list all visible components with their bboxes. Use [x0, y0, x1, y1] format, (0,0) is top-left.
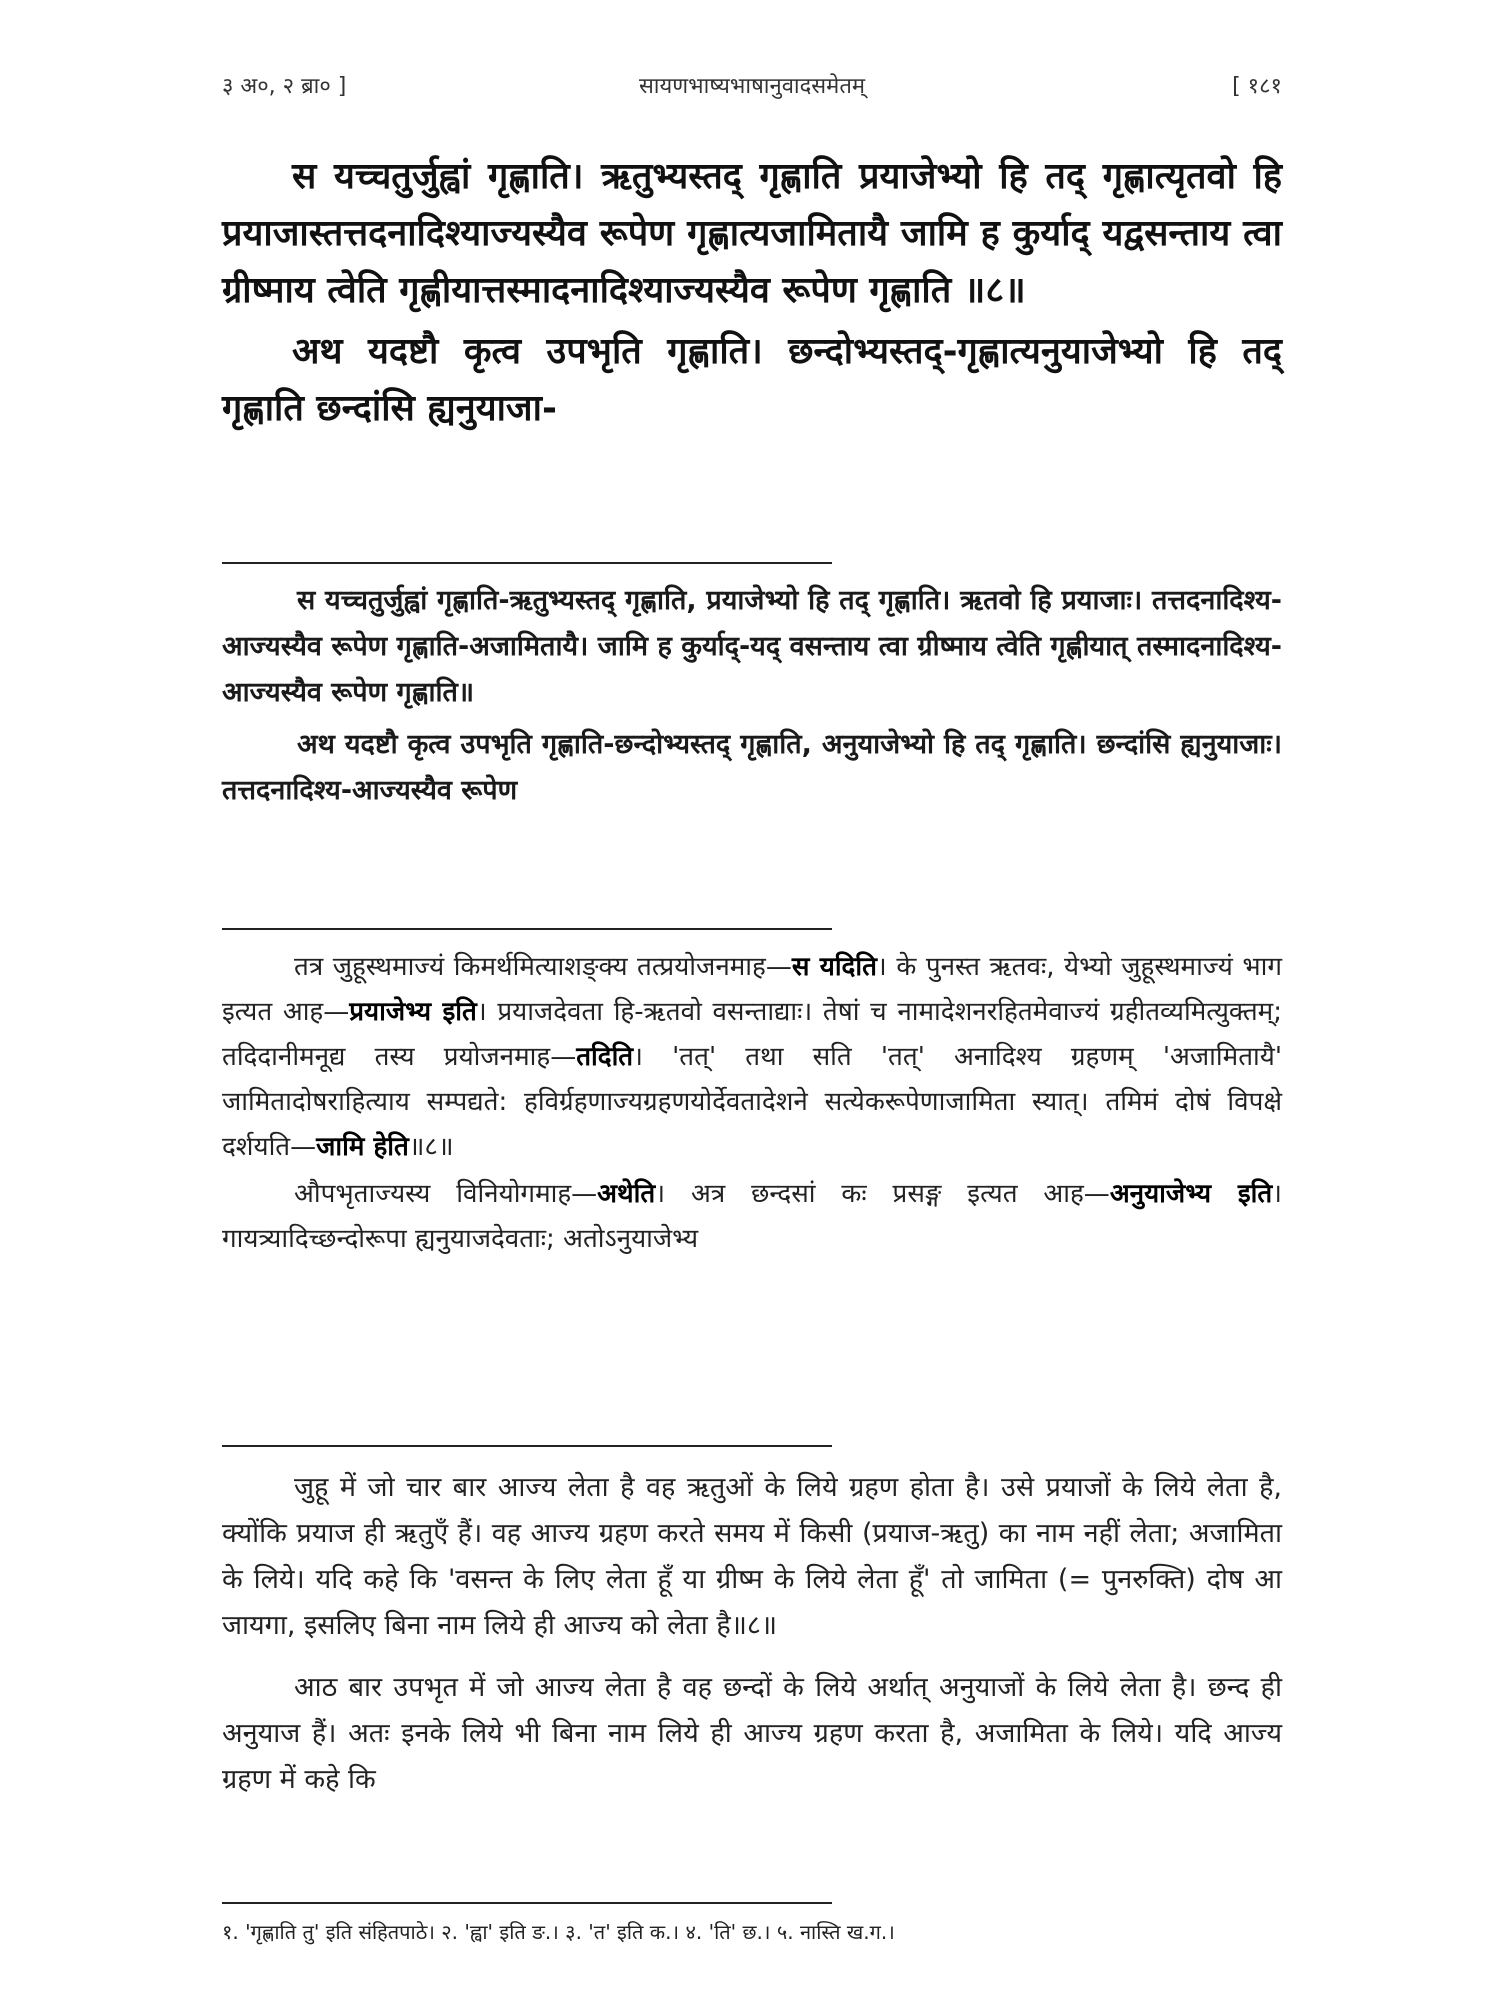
bhashya-keyword: स यदिति	[791, 952, 877, 982]
bhashya-paragraph	[222, 945, 1282, 1170]
section-divider	[222, 1445, 832, 1447]
translation-paragraph: आठ बार उपभृत में जो आज्य लेता है वह छन्दों के लिये अर्थात् अनुयाजों के लिये लेता है। छन्द ही अनुयाज हैं। अतः इनके लिये भी बिना नाम लिये ही आज्य ग्रहण करता है, अजामिता के लिये। यदि आज्य ग्रहण में कहे कि	[222, 1672, 1282, 1795]
sayana-bhashya	[222, 945, 1282, 1262]
footnote-divider	[222, 1902, 832, 1904]
header-title: सायणभाष्यभाषानुवादसमेतम्	[638, 74, 866, 99]
bhashya-text: औपभृताज्यस्य विनियोगमाह—	[294, 1179, 598, 1209]
bhashya-text: । गायत्र्यादिच्छन्दोरूपा ह्यनुयाजदेवताः; अतोऽनुयाजेभ्य	[222, 1179, 1282, 1254]
mula-paragraph: अथ यदष्टौ कृत्व उपभृति गृह्णाति। छन्दोभ्यस्तद्-गृह्णात्यनुयाजेभ्यो हि तद् गृह्णाति छन्दांसि ह्यनुयाजा-	[222, 331, 1282, 429]
bhashya-keyword: जामि हेति	[316, 1132, 409, 1162]
mula-text	[222, 148, 1282, 437]
running-header	[222, 70, 1282, 110]
section-divider	[222, 562, 832, 564]
header-page-number: [ १८१	[1232, 74, 1282, 99]
bhashya-keyword: अनुयाजेभ्य इति	[1109, 1179, 1273, 1209]
bhashya-paragraph	[222, 1172, 1282, 1262]
translation-paragraph: जुहू में जो चार बार आज्य लेता है वह ऋतुओं के लिये ग्रहण होता है। उसे प्रयाजों के लिये लेता है, क्योंकि प्रयाज ही ऋतुएँ हैं। वह आज्य ग्रहण करते समय में किसी (प्रयाज-ऋतु) का नाम नहीं लेता; अजामिता के लिये। यदि कहे कि 'वसन्त के लिए लेता हूँ या ग्रीष्म के लिये लेता हूँ' तो जामिता (= पुनरुक्ति) दोष आ जायगा, इसलिए बिना नाम लिये ही आज्य को लेता है॥८॥	[222, 1472, 1283, 1641]
mula-paragraph: स यच्चतुर्जुह्वां गृह्णाति। ऋतुभ्यस्तद् गृह्णाति प्रयाजेभ्यो हि तद् गृह्णात्यृतवो हि प्रयाजास्तत्तदनादिश्याज्यस्यैव रूपेण गृह्णात्यजामितायै जामि ह कुर्याद् यद्वसन्ताय त्वा ग्रीष्माय त्वेति गृह्णीयात्तस्मादनादिश्याज्यस्यैव रूपेण गृह्णाति ॥८॥	[222, 156, 1282, 311]
bhashya-keyword: तदिति	[576, 1042, 634, 1072]
footnotes: १. 'गृह्णाति तु' इति संहितपाठे। २. 'ह्वा' इति ङ.। ३. 'त' इति क.। ४. 'ति' छ.। ५. नास्ति ख.ग.।	[222, 1920, 895, 1944]
bhashya-text: ॥८॥	[408, 1132, 454, 1162]
padapatha-paragraph: स यच्चतुर्जुह्वां गृह्णाति-ऋतुभ्यस्तद् गृह्णाति, प्रयाजेभ्यो हि तद् गृह्णाति। ऋतवो हि प्रयाजाः। तत्तदनादिश्य-आज्यस्यैव रूपेण गृह्णाति-अजामितायै। जामि ह कुर्याद्-यद् वसन्ताय त्वा ग्रीष्माय त्वेति गृह्णीयात् तस्मादनादिश्य-आज्यस्यैव रूपेण गृह्णाति॥	[222, 585, 1282, 708]
bhashya-keyword: अथेति	[597, 1179, 656, 1209]
bhashya-text: । अत्र छन्दसां कः प्रसङ्ग इत्यत आह—	[655, 1179, 1110, 1209]
bhashya-text: । के पुनस्त ऋतवः, येभ्यो जुहूस्थमाज्यं भाग इत्यत आह—	[222, 952, 1282, 1027]
section-divider	[222, 928, 832, 930]
header-section-ref: ३ अ०, २ ब्रा० ]	[222, 74, 347, 99]
padapatha-text	[222, 578, 1282, 814]
bhashya-text: । 'तत्' तथा सति 'तत्' अनादिश्य ग्रहणम् 'अजामितायै' जामितादोषराहित्याय सम्पद्यते: हविर्ग्रहणाज्यग्रहणयोर्देवतादेशने सत्येकरूपेणाजामिता स्यात्। तमिमं दोषं विपक्षे दर्शयति—	[222, 1042, 1282, 1162]
bhashya-text: । प्रयाजदेवता हि-ऋतवो वसन्ताद्याः। तेषां च नामादेशनरहितमेवाज्यं ग्रहीतव्यमित्युक्तम्; तदिदानीमनूद्य तस्य प्रयोजनमाह—	[222, 997, 1282, 1072]
hindi-translation	[222, 1465, 1282, 1803]
bhashya-text: तत्र जुहूस्थमाज्यं किमर्थमित्याशङ्क्य तत्प्रयोजनमाह—	[294, 952, 792, 982]
padapatha-paragraph: अथ यदष्टौ कृत्व उपभृति गृह्णाति-छन्दोभ्यस्तद् गृह्णाति, अनुयाजेभ्यो हि तद् गृह्णाति। छन्दांसि ह्यनुयाजाः। तत्तदनादिश्य-आज्यस्यैव रूपेण	[222, 729, 1282, 806]
bhashya-keyword: प्रयाजेभ्य इति	[349, 997, 477, 1027]
